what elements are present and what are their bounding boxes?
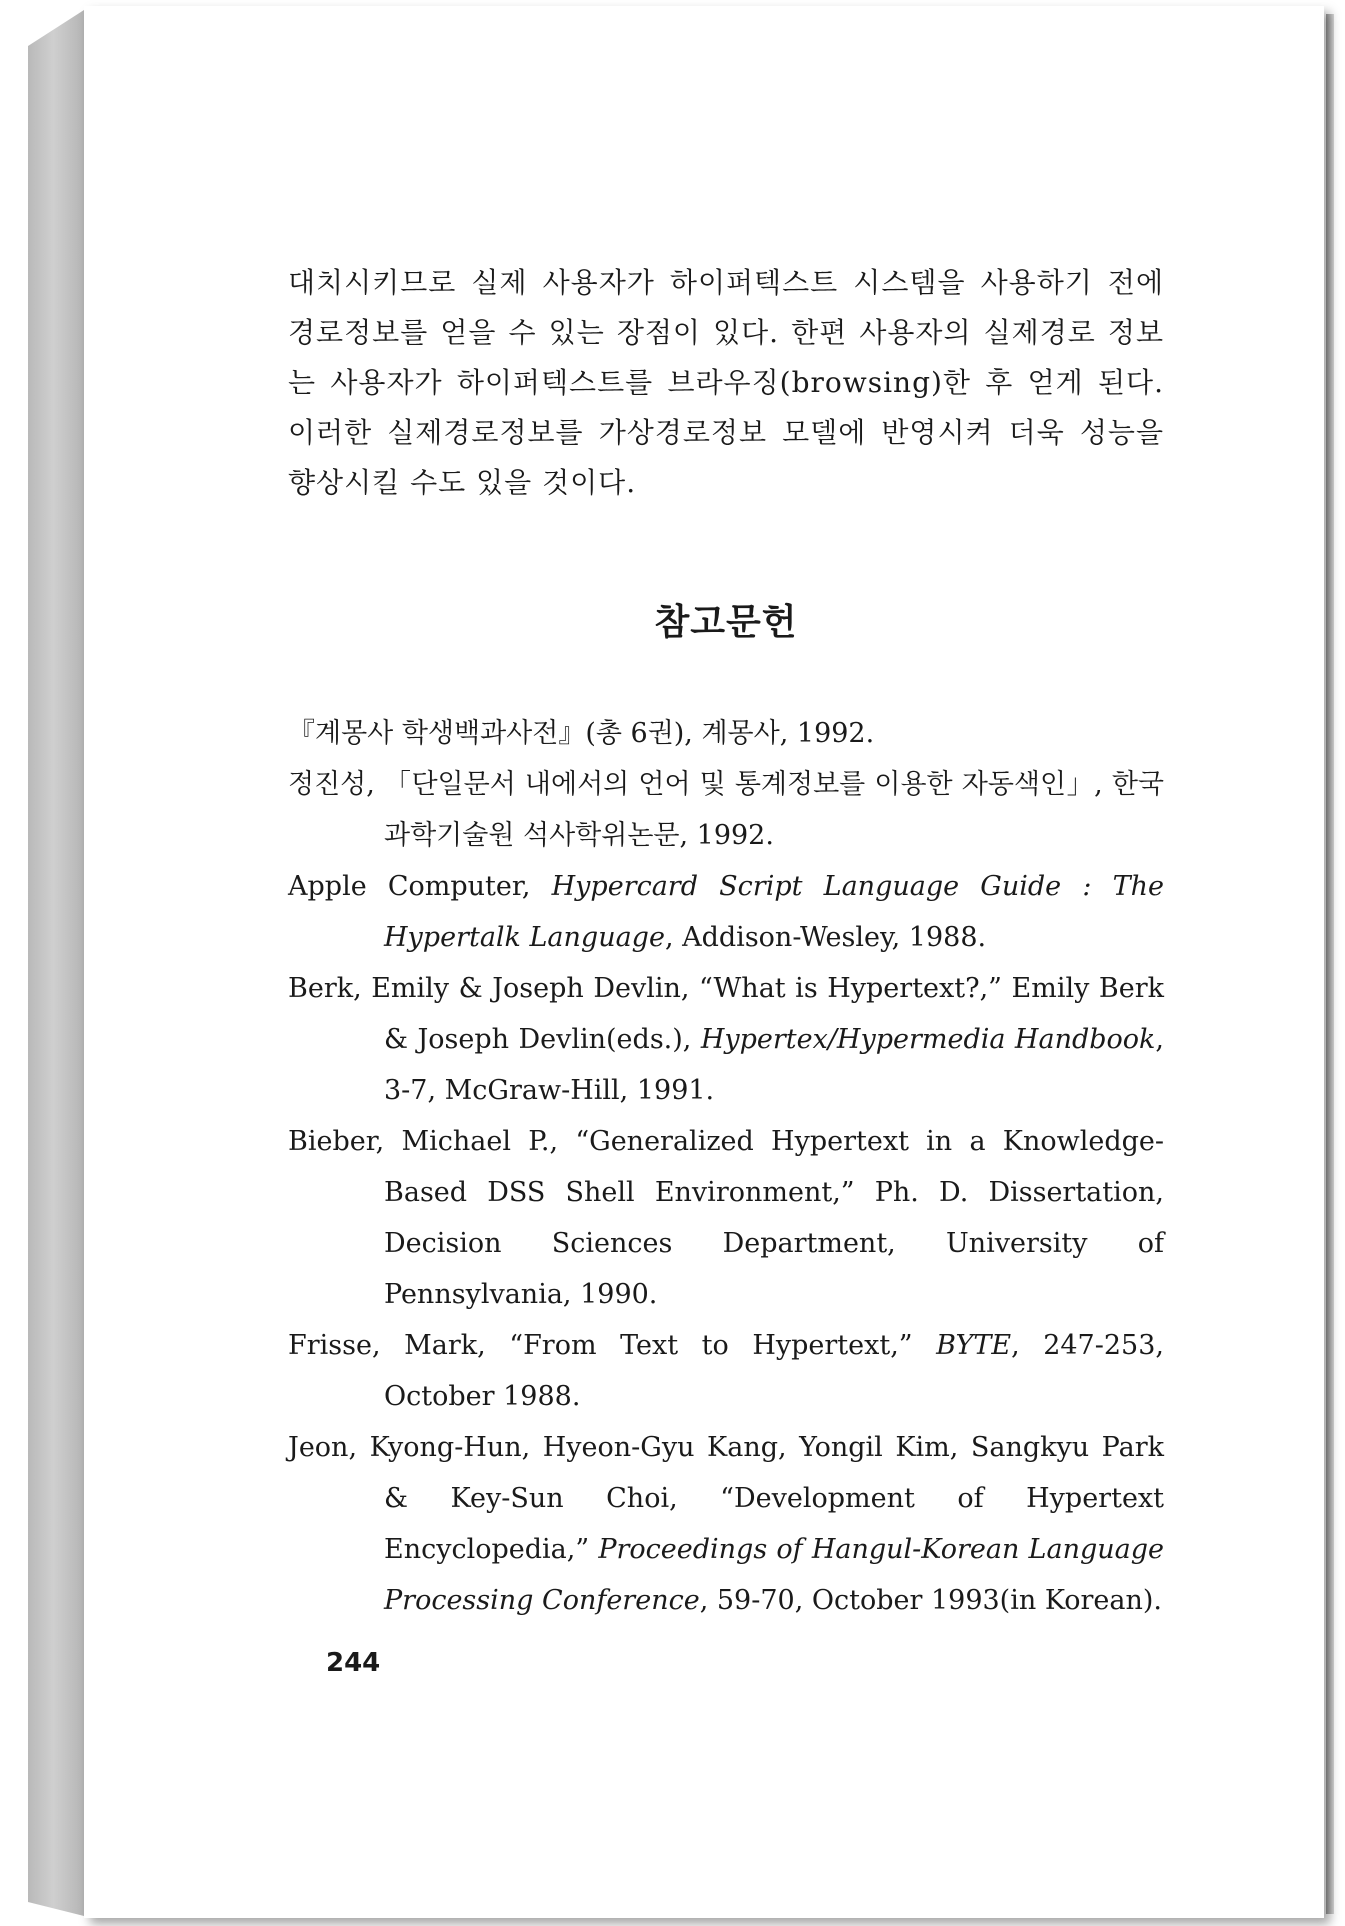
body-paragraph: 대치시키므로 실제 사용자가 하이퍼텍스트 시스템을 사용하기 전에 경로정보를 얻을 수 있는 장점이 있다. 한편 사용자의 실제경로 정보는 사용자가 하이퍼텍스트를 브라우징(browsing)한 후 얻게 된다. 이러한 실제경로정보를 가상경로정보 모델에 반영시켜 더욱 성능을 향상시킬 수도 있을 것이다. [288, 266, 1164, 499]
reference-title-italic: Hypertex/Hypermedia Handbook [700, 1024, 1156, 1055]
reference-text: , 59-70, October 1993(in Korean). [699, 1585, 1163, 1616]
reference-text: Berk, Emily & Joseph Devlin, “What is Hypertext?,” Emily Berk & Joseph Devlin(eds.), [288, 973, 1164, 1055]
reference-text: Jeon, Kyong-Hun, Hyeon-Gyu Kang, Yongil Kim, Sangkyu Park & Key-Sun Choi, “Development of Hypertext Encyclopedia,” [288, 1432, 1164, 1565]
book-page-edge [1326, 14, 1334, 1914]
reference-item [288, 1116, 1164, 1320]
reference-item [288, 708, 1164, 759]
reference-text: Apple Computer, [288, 871, 552, 902]
reference-text: 『계몽사 학생백과사전』(총 6권), 계몽사, 1992. [288, 718, 875, 749]
reference-item [288, 759, 1164, 861]
reference-text: Frisse, Mark, “From Text to Hypertext,” [288, 1330, 937, 1361]
reference-text: , 247-253, October 1988. [384, 1330, 1164, 1412]
page-content [288, 258, 1164, 1626]
reference-title-italic: Proceedings of Hangul-Korean Language Processing Conference [384, 1534, 1164, 1616]
reference-text: , 3-7, McGraw-Hill, 1991. [384, 1024, 1164, 1106]
reference-item [288, 1320, 1164, 1422]
reference-list [288, 708, 1164, 1626]
reference-title-italic: Hypercard Script Language Guide : The Hypertalk Language [384, 871, 1164, 953]
reference-item [288, 963, 1164, 1116]
reference-text: Bieber, Michael P., “Generalized Hypertext in a Knowledge-Based DSS Shell Environment,” Ph. D. Dissertation, Decision Sciences Department, University of Pennsylvania, 1990. [288, 1126, 1164, 1310]
section-title: 참고문헌 [654, 602, 798, 643]
reference-item [288, 861, 1164, 963]
reference-title-italic: BYTE [936, 1330, 1012, 1361]
book-spine [28, 10, 84, 1916]
reference-text: 정진성, 「단일문서 내에서의 언어 및 통계정보를 이용한 자동색인」, 한국과학기술원 석사학위논문, 1992. [288, 769, 1164, 851]
reference-item [288, 1422, 1164, 1626]
reference-text: , Addison-Wesley, 1988. [664, 922, 987, 953]
page-number: 244 [326, 1648, 381, 1678]
